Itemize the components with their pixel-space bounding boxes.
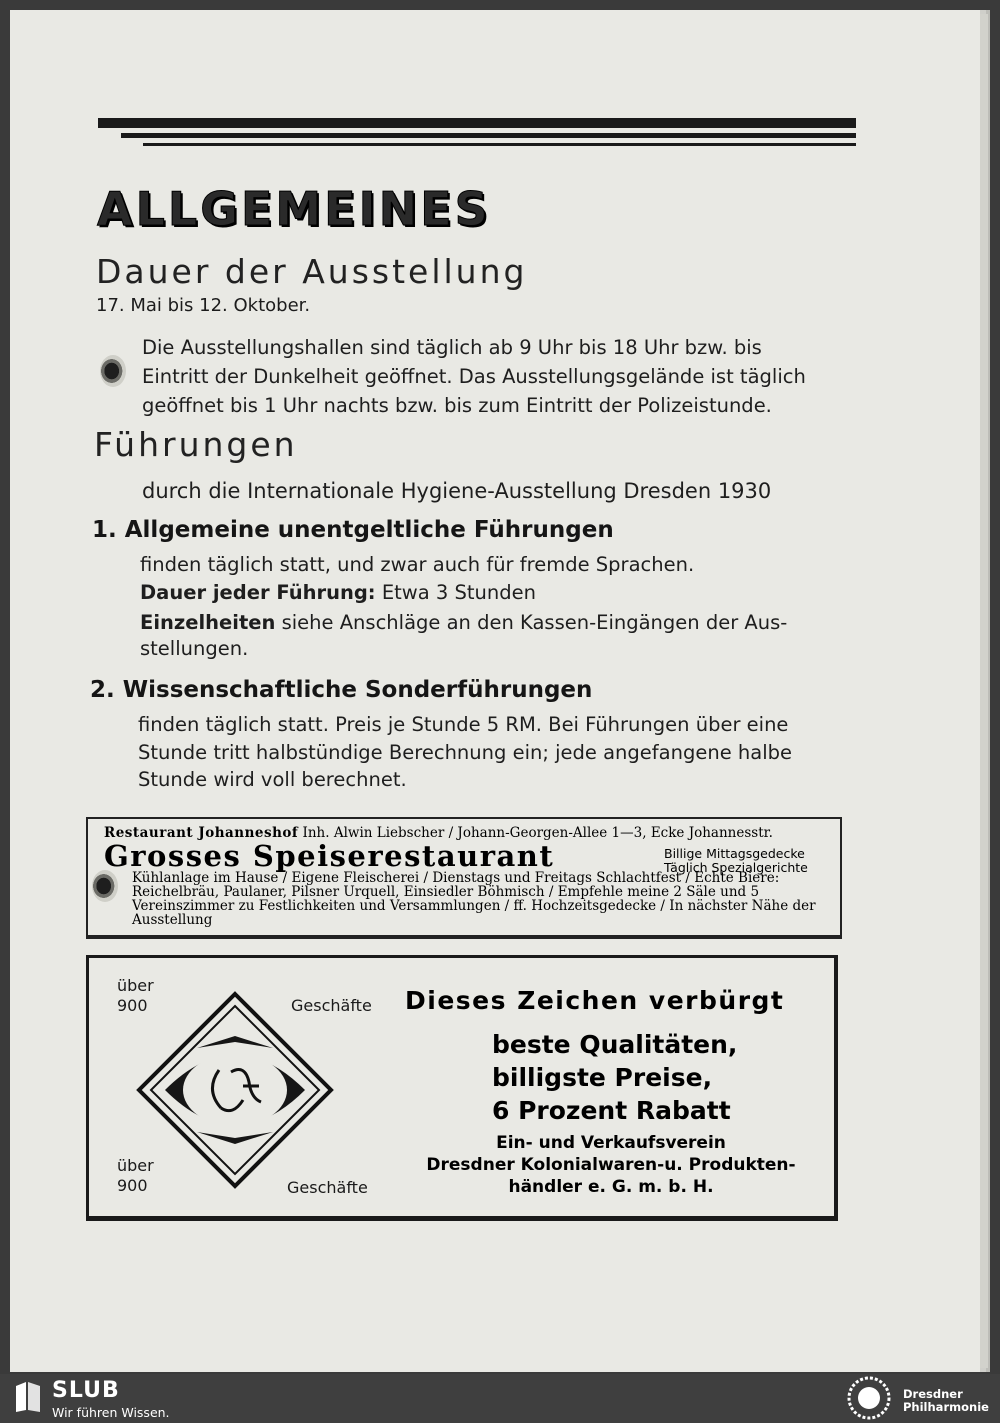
opening-hours-line-2: Eintritt der Dunkelheit geöffnet. Das Ausstellungsgelände ist täglich — [142, 365, 806, 388]
slub-tagline: Wir führen Wissen. — [52, 1405, 170, 1420]
item-1-line-1: finden täglich statt, und zwar auch für fremde Sprachen. — [140, 553, 695, 576]
verein-firm-name — [401, 1132, 821, 1198]
verein-claims — [492, 1028, 737, 1127]
dauer-label: Dauer jeder Führung: — [140, 581, 376, 604]
ueber-label: über — [117, 1156, 154, 1175]
exhibition-dates: 17. Mai bis 12. Oktober. — [96, 295, 311, 316]
partner-logo-text[interactable] — [903, 1388, 989, 1414]
punch-hole-icon — [100, 355, 126, 387]
section-heading-fuehrungen: Führungen — [94, 425, 298, 464]
ueber-label: über — [117, 976, 154, 995]
item-1-title: 1. Allgemeine unentgeltliche Führungen — [92, 517, 614, 543]
restaurant-advertisement — [86, 817, 842, 939]
geschaefte-top: Geschäfte — [291, 996, 372, 1015]
verein-headline: Dieses Zeichen verbürgt — [405, 986, 785, 1015]
claim-line: 6 Prozent Rabatt — [492, 1096, 731, 1125]
partner-line-2: Philharmonie — [903, 1400, 989, 1414]
einzelheiten-value: siehe Anschläge an den Kassen-Eingängen der Aus- — [281, 611, 788, 634]
firm-line: händler e. G. m. b. H. — [508, 1177, 714, 1197]
verein-advertisement — [86, 955, 838, 1221]
fuehrungen-subtitle: durch die Internationale Hygiene-Ausstellung Dresden 1930 — [142, 479, 772, 503]
item-1-einzelheiten — [140, 609, 787, 637]
count-value: 900 — [117, 996, 148, 1015]
side-line: Täglich Spezialgerichte — [664, 860, 808, 875]
item-2-line-2: Stunde tritt halbstündige Berechnung ein; jede angefangene halbe — [138, 741, 792, 764]
firm-line: Ein- und Verkaufsverein — [496, 1133, 726, 1153]
item-2-title: 2. Wissenschaftliche Sonderführungen — [90, 677, 593, 703]
section-heading-dauer: Dauer der Ausstellung — [96, 252, 528, 291]
opening-hours-line-3: geöffnet bis 1 Uhr nachts bzw. bis zum Eintritt der Polizeistunde. — [142, 394, 772, 417]
claim-line: beste Qualitäten, — [492, 1030, 738, 1059]
slub-name[interactable]: SLUB — [52, 1378, 120, 1403]
firm-line: Dresdner Kolonialwaren-u. Produkten- — [426, 1155, 796, 1175]
page-edge — [980, 14, 988, 1368]
decorative-rule — [98, 118, 856, 151]
dauer-value: Etwa 3 Stunden — [381, 581, 536, 604]
claim-line: billigste Preise, — [492, 1063, 713, 1092]
geschaefte-bottom: Geschäfte — [287, 1178, 368, 1197]
restaurant-headline: Grosses Speiserestaurant — [104, 839, 555, 873]
side-line: Billige Mittagsgedecke — [664, 846, 805, 861]
philharmonie-logo-icon[interactable] — [842, 1376, 896, 1420]
item-1-dauer — [140, 579, 536, 607]
einzelheiten-label: Einzelheiten — [140, 611, 276, 634]
opening-hours-line-1: Die Ausstellungshallen sind täglich ab 9 Uhr bis 18 Uhr bzw. bis — [142, 336, 762, 359]
restaurant-description: Kühlanlage im Hause / Eigene Fleischerei / Dienstags und Freitags Schlachtfest / Echte Biere: Reichelbräu, Paulaner, Pilsner Urquell, Einsiedler Böhmisch / Empfehle meine 2 Säle und 5 Vereinszimmer zu Festlichkeiten und Versammlungen / ff. Hochzeitsgedecke / In nächster Nähe der Ausstellung — [132, 870, 816, 928]
count-value: 900 — [117, 1176, 148, 1195]
restaurant-address: Inh. Alwin Liebscher / Johann-Georgen-Allee 1—3, Ecke Johannesstr. — [302, 825, 773, 841]
item-2-line-3: Stunde wird voll berechnet. — [138, 768, 407, 791]
item-2-line-1: finden täglich statt. Preis je Stunde 5 RM. Bei Führungen über eine — [138, 713, 789, 736]
trademark-logo-icon — [135, 990, 335, 1190]
footer-bar — [0, 1374, 1000, 1423]
page-title: ALLGEMEINES — [97, 182, 491, 236]
item-1-einzelheiten-cont: stellungen. — [140, 637, 249, 660]
partner-line-1: Dresdner — [903, 1387, 963, 1401]
slub-logo-icon[interactable] — [14, 1380, 42, 1414]
restaurant-name: Restaurant Johanneshof — [104, 825, 299, 841]
